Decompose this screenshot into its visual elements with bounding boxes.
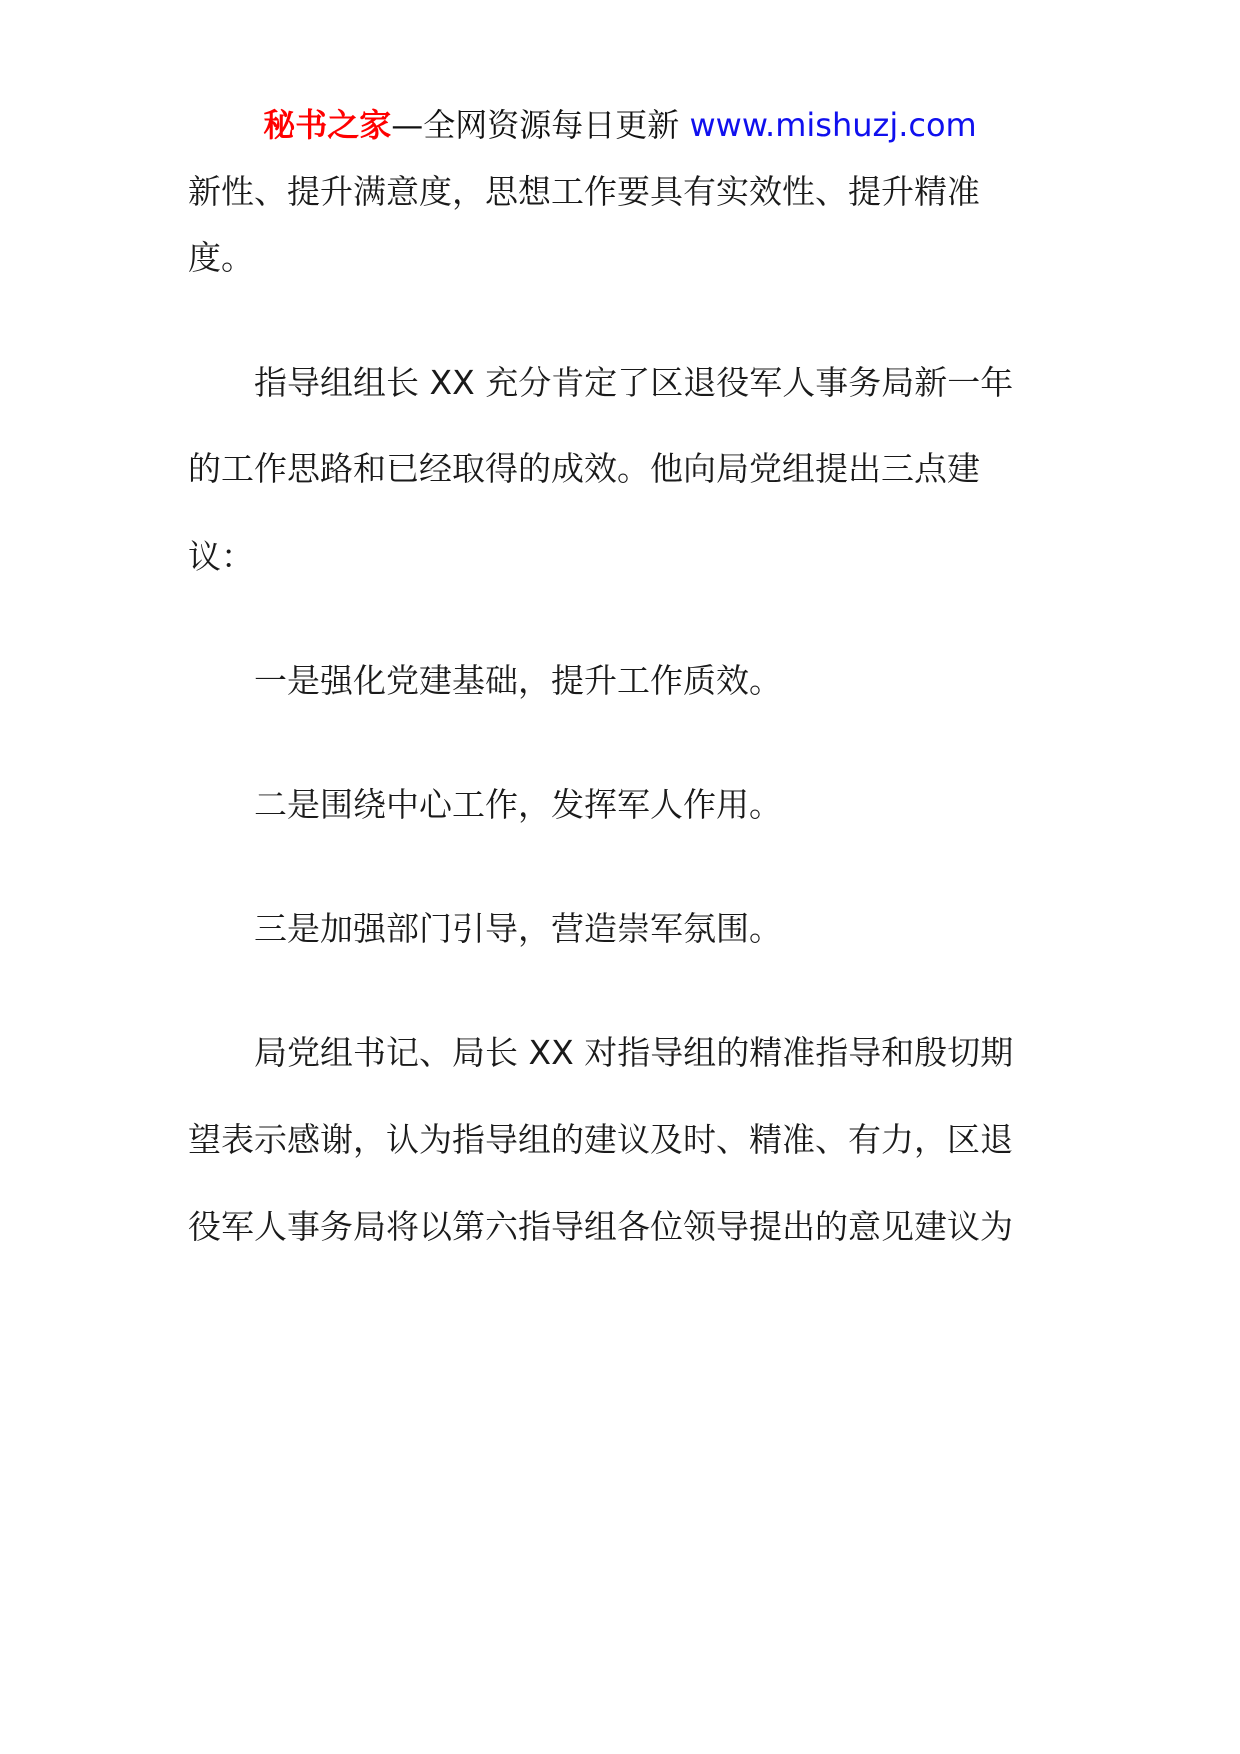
paragraph-line: 役军人事务局将以第六指导组各位领导提出的意见建议为 <box>188 1207 1013 1246</box>
paragraph-line: 指导组组长 XX 充分肯定了区退役军人事务局新一年 <box>254 363 1014 402</box>
paragraph-line: 度。 <box>188 238 254 277</box>
header-tagline: —全网资源每日更新 <box>391 106 680 144</box>
website-link[interactable]: www.mishuzj.com <box>689 106 977 144</box>
paragraph-line: 望表示感谢，认为指导组的建议及时、精准、有力，区退 <box>188 1120 1013 1159</box>
paragraph-line: 的工作思路和已经取得的成效。他向局党组提出三点建 <box>188 449 980 488</box>
list-item: 三是加强部门引导，营造崇军氛围。 <box>254 909 782 948</box>
paragraph-line: 议： <box>188 537 254 576</box>
list-item: 二是围绕中心工作，发挥军人作用。 <box>254 785 782 824</box>
paragraph-line: 新性、提升满意度，思想工作要具有实效性、提升精准 <box>188 172 980 211</box>
brand-name: 秘书之家 <box>263 106 392 144</box>
list-item: 一是强化党建基础，提升工作质效。 <box>254 661 782 700</box>
page-header <box>0 103 1240 147</box>
paragraph-line: 局党组书记、局长 XX 对指导组的精准指导和殷切期 <box>254 1033 1014 1072</box>
